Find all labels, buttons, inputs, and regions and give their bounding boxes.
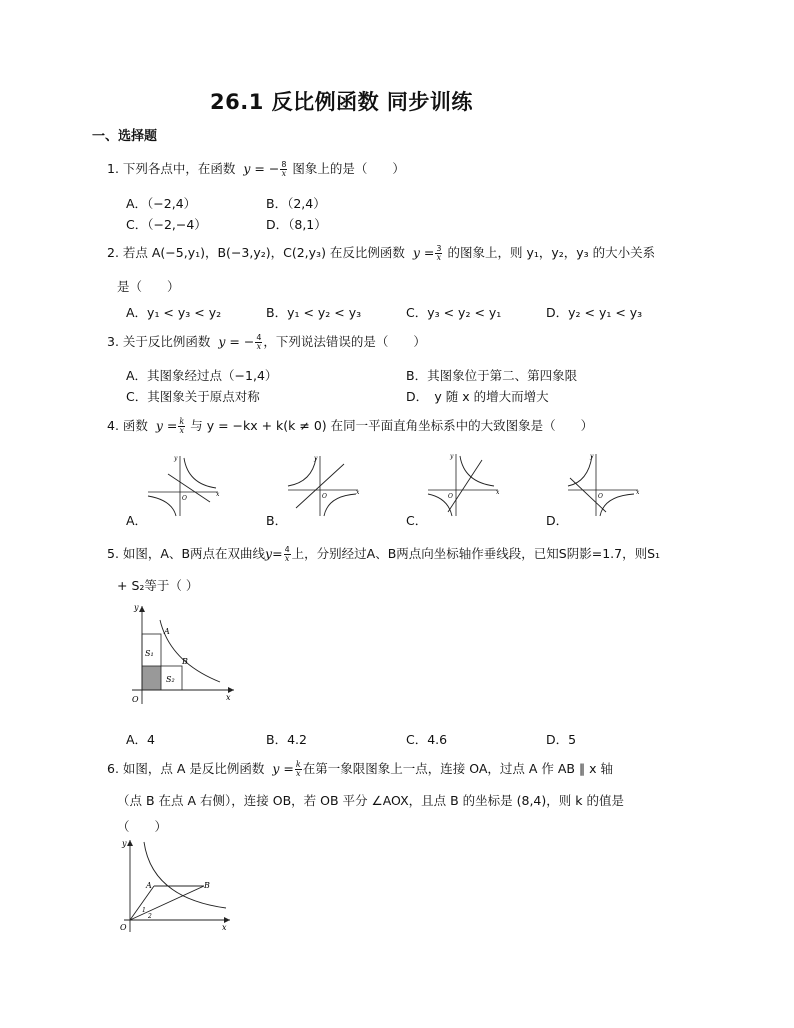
q3-fraction (255, 334, 262, 351)
q5-s1-label: S₁ (145, 649, 154, 658)
q4-frac-num: k (179, 417, 185, 426)
q3-option-a: A．其图象经过点（−1,4） (126, 368, 278, 383)
question-2-stem (107, 245, 655, 262)
q2-func: y = (412, 245, 435, 260)
q6-frac-num: k (295, 760, 301, 769)
q2-option-c: C．y₃ < y₂ < y₁ (406, 305, 502, 320)
q5-a-label: A (164, 627, 170, 636)
q6-a-label: A (146, 881, 152, 890)
q6-angle2-label: 2 (148, 913, 152, 920)
q5-frac-den: x (284, 554, 290, 563)
question-1-stem (107, 161, 405, 178)
q5-shaded-region (142, 666, 161, 690)
q4-option-b: B． (266, 513, 288, 528)
q6-stem-line3: （ ） (117, 819, 168, 834)
q1-frac-num: 8 (281, 160, 287, 169)
q4c-y-label: y (450, 453, 454, 460)
q5-option-c: C．4.6 (406, 732, 448, 747)
q2-option-d: D．y₂ < y₁ < y₃ (546, 305, 643, 320)
q2-stem-text: 2. 若点 A(−5,y₁)，B(−3,y₂)，C(2,y₃) 在反比例函数 (107, 245, 405, 260)
q6-o-label: O (120, 923, 127, 932)
q4-func: y = (155, 418, 178, 433)
q5-option-a: A．4 (126, 732, 156, 747)
q2-frac-num: 3 (436, 244, 442, 253)
q2-stem-line2: 是（ ） (117, 279, 180, 294)
q4-graph-c (426, 450, 502, 518)
q5-stem-line2: + S₂等于（ ） (117, 578, 199, 593)
q4b-x-label: x (356, 489, 360, 496)
q5-b-label: B (182, 657, 188, 666)
q6-y-label: y (122, 839, 127, 848)
q1-stem-text: 1. 下列各点中，在函数 (107, 161, 236, 176)
q6-frac-den: x (296, 769, 301, 778)
section-heading: 一、选择题 (92, 129, 158, 144)
q2-frac-den: x (436, 253, 442, 262)
q3-stem-post: ，下列说法错误的是（ ） (263, 334, 426, 349)
q4d-o-label: O (598, 493, 603, 500)
q1-option-b: B．（2,4） (266, 196, 326, 211)
q2-option-b: B．y₁ < y₂ < y₃ (266, 305, 362, 320)
q5-frac-num: 4 (284, 545, 290, 554)
q4c-o-label: O (448, 493, 453, 500)
q5-figure (122, 600, 242, 706)
q5-option-b: B．4.2 (266, 732, 307, 747)
q5-stem-text: 5. 如图，A、B两点在双曲线 (107, 546, 266, 561)
q3-option-c: C．其图象关于原点对称 (126, 389, 260, 404)
q5-x-label: x (226, 693, 231, 702)
q2-fraction (435, 245, 442, 262)
q4-option-c: C． (406, 513, 428, 528)
question-6-stem (107, 761, 613, 778)
q5-func: y= (265, 546, 283, 561)
q6-func: y = (272, 761, 294, 776)
q3-func: y = − (218, 334, 255, 349)
q2-option-a: A．y₁ < y₃ < y₂ (126, 305, 222, 320)
q4-option-d: D． (546, 513, 569, 528)
q4-fraction (178, 418, 185, 435)
q1-option-a: A．（−2,4） (126, 196, 197, 211)
q4-graph-d (566, 450, 642, 518)
q6-x-label: x (222, 923, 227, 932)
q6-stem-line2: （点 B 在点 A 右侧），连接 OB，若 OB 平分 ∠AOX，且点 B 的坐标是 (8,4)，则 k 的值是 (117, 793, 624, 808)
q3-frac-den: x (256, 342, 262, 351)
q5-y-label: y (134, 603, 139, 612)
q1-stem-post: 图象上的是（ ） (292, 161, 405, 176)
q4b-o-label: O (322, 493, 327, 500)
q1-fraction (280, 161, 287, 178)
q4d-y-label: y (590, 453, 594, 460)
q4a-o-label: O (182, 495, 187, 502)
q4-graph-b (286, 452, 362, 518)
q6-stem-post: 在第一象限图象上一点，连接 OA，过点 A 作 AB ∥ x 轴 (302, 761, 614, 776)
q6-b-label: B (204, 881, 210, 890)
q5-stem-post: 上，分别经过A、B两点向坐标轴作垂线段，已知S阴影=1.7，则S₁ (291, 546, 661, 561)
question-5-stem (107, 546, 660, 563)
q4-graph-a (146, 452, 222, 518)
q4-frac-den: x (179, 426, 185, 435)
q1-option-c: C．（−2,−4） (126, 217, 207, 232)
question-3-stem (107, 334, 426, 351)
q2-stem-post: 的图象上，则 y₁，y₂，y₃ 的大小关系 (447, 245, 656, 260)
q4-stem-text: 4. 函数 (107, 418, 148, 433)
page-title: 26.1 反比例函数 同步训练 (210, 90, 473, 114)
q5-fraction (284, 546, 291, 563)
q5-option-d: D．5 (546, 732, 577, 747)
question-4-stem (107, 418, 593, 435)
q4-option-a: A． (126, 513, 148, 528)
q4b-y-label: y (314, 455, 318, 462)
q6-stem-text: 6. 如图，点 A 是反比例函数 (107, 761, 265, 776)
q6-figure (116, 836, 236, 936)
q4-stem-post: 与 y = −kx + k(k ≠ 0) 在同一平面直角坐标系中的大致图象是（ ） (190, 418, 594, 433)
q4a-x-label: x (216, 491, 220, 498)
q4c-x-label: x (496, 489, 500, 496)
q3-frac-num: 4 (256, 333, 262, 342)
q1-func: y = − (243, 161, 280, 176)
q1-option-d: D．（8,1） (266, 217, 327, 232)
q3-stem-text: 3. 关于反比例函数 (107, 334, 211, 349)
q5-o-label: O (132, 695, 139, 704)
q1-frac-den: x (281, 169, 287, 178)
q6-fraction (295, 761, 302, 778)
q4a-y-label: y (174, 455, 178, 462)
q3-option-d: D． y 随 x 的增大而增大 (406, 389, 549, 404)
q4d-x-label: x (636, 489, 640, 496)
q3-option-b: B．其图象位于第二、第四象限 (406, 368, 578, 383)
q6-angle1-label: 1 (142, 907, 146, 914)
q5-s2-label: S₂ (166, 675, 175, 684)
